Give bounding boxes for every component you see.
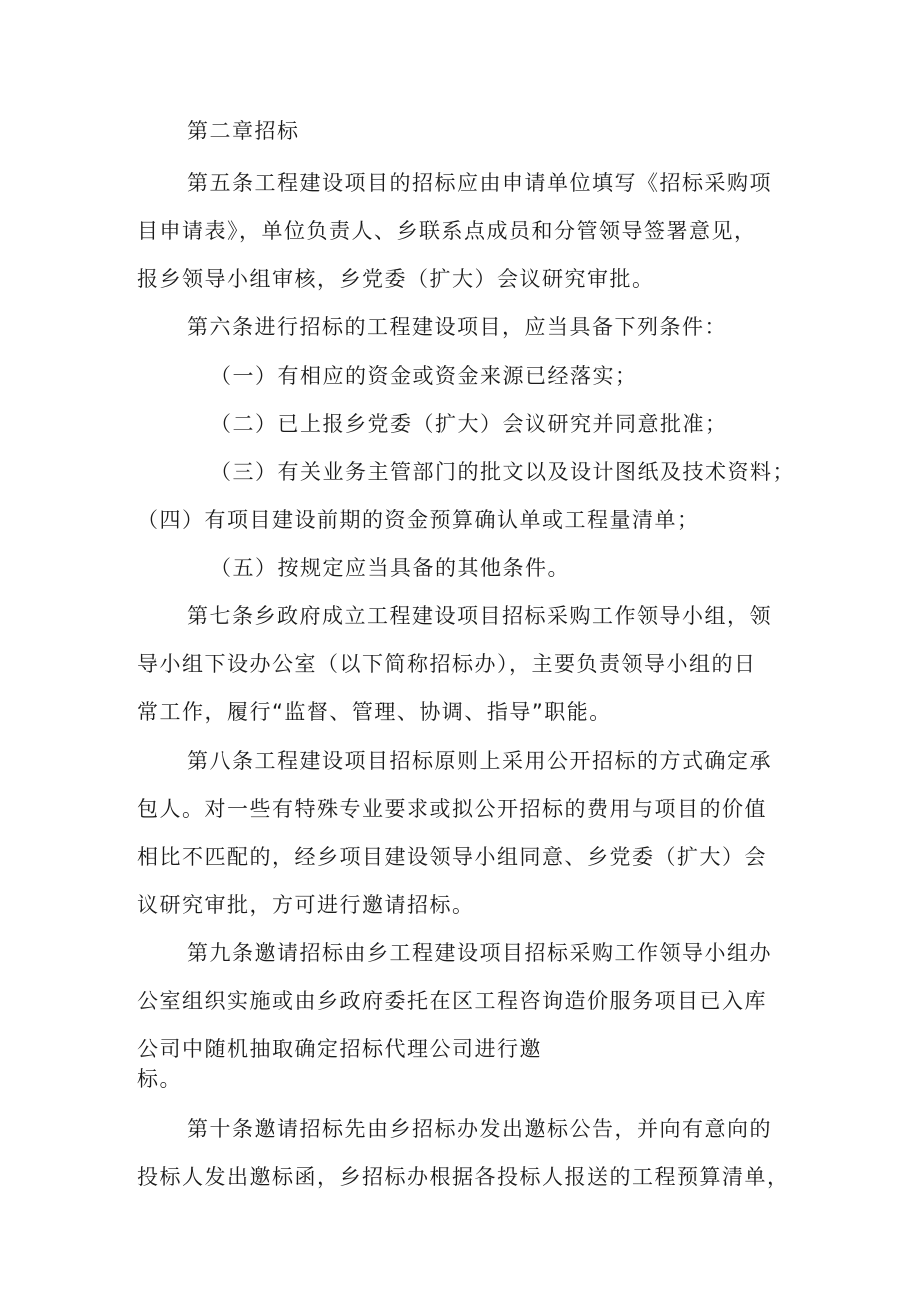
text-line: 第六条进行招标的工程建设项目，应当具备下列条件： xyxy=(187,315,727,339)
text-line: 投标人发出邀标函，乡招标办根据各投标人报送的工程预算清单， xyxy=(137,1165,790,1189)
text-line: 第五条工程建设项目的招标应由申请单位填写《招标采购项 xyxy=(187,171,772,195)
text-line: 第九条邀请招标由乡工程建设项目招标采购工作领导小组办 xyxy=(187,941,772,965)
text-line: 第十条邀请招标先由乡招标办发出邀标公告，并向有意向的 xyxy=(187,1117,772,1141)
text-line: 议研究审批，方可进行邀请招标。 xyxy=(137,893,475,917)
text-line: （一）有相应的资金或资金来源已经落实； xyxy=(210,364,638,388)
text-line: 公司中随机抽取确定招标代理公司进行邀 xyxy=(137,1037,542,1061)
text-line: 报乡领导小组审核，乡党委（扩大）会议研究审批。 xyxy=(137,267,655,291)
text-line: （五）按规定应当具备的其他条件。 xyxy=(210,556,570,580)
text-line: （四）有项目建设前期的资金预算确认单或工程量清单； xyxy=(137,508,700,532)
text-line: 第七条乡政府成立工程建设项目招标采购工作领导小组，领 xyxy=(187,604,772,628)
text-line: 相比不匹配的，经乡项目建设领导小组同意、乡党委（扩大）会 xyxy=(137,845,767,869)
text-line: 标。 xyxy=(137,1067,182,1091)
text-line: 常工作，履行“监督、管理、协调、指导”职能。 xyxy=(137,700,612,724)
text-line: （二）已上报乡党委（扩大）会议研究并同意批准； xyxy=(210,412,728,436)
text-line: 目申请表》，单位负责人、乡联系点成员和分管领导签署意见， xyxy=(137,219,757,243)
text-line: （三）有关业务主管部门的批文以及设计图纸及技术资料； xyxy=(210,460,795,484)
text-line: 公室组织实施或由乡政府委托在区工程咨询造价服务项目已入库 xyxy=(137,989,767,1013)
text-line: 第八条工程建设项目招标原则上采用公开招标的方式确定承 xyxy=(187,749,772,773)
text-line: 包人。对一些有特殊专业要求或拟公开招标的费用与项目的价值 xyxy=(137,797,767,821)
text-line: 导小组下设办公室（以下简称招标办），主要负责领导小组的日 xyxy=(137,652,757,676)
chapter-heading: 第二章招标 xyxy=(187,119,300,143)
